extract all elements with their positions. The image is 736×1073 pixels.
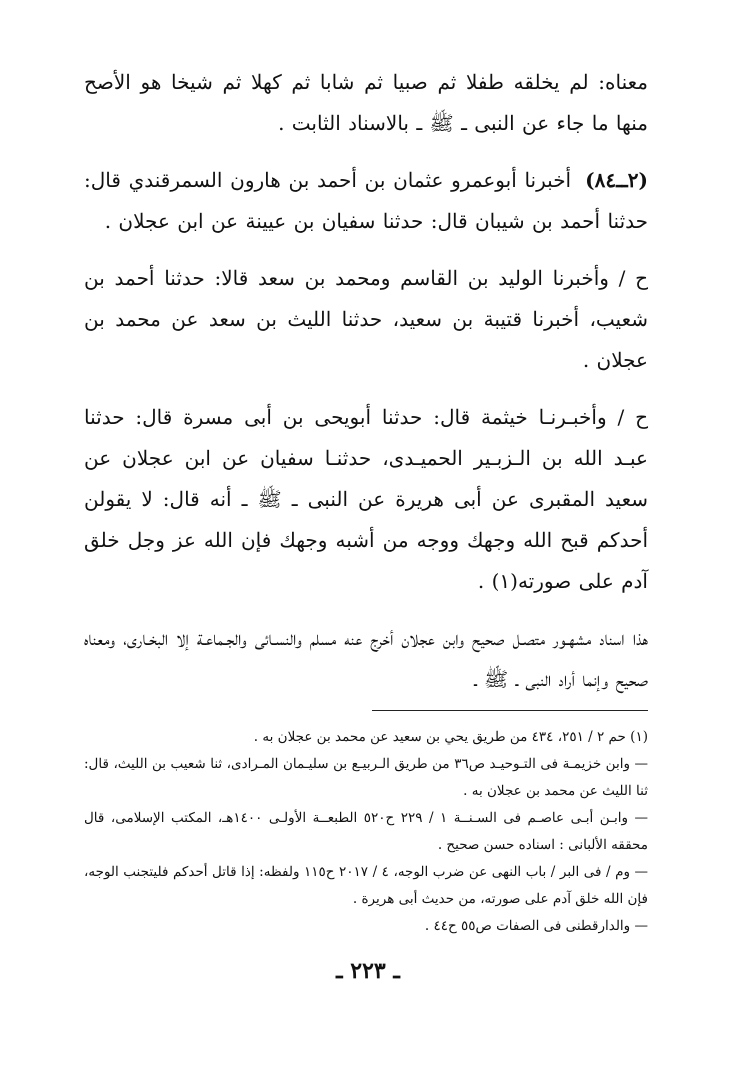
- footnote-line: (١) حم ٢ / ٢٥١، ٤٣٤ من طريق يحي بن سعيد عن محمد بن عجلان به .: [253, 729, 648, 745]
- paragraph-text: ح / وأخبرنا الوليد بن القاسم ومحمد بن سعد قالا: حدثنا أحمد بن شعيب، أخبرنا قتيبة بن سعيد، حدثنا الليث بن سعد عن محمد بن عجلان .: [84, 266, 648, 372]
- main-text: [84, 62, 648, 716]
- footnote-line: — وابـن أبـى عاصـم فى السـنــة ١ / ٢٢٩ ح٥٢٠ الطبعــة الأولـى ١٤٠٠هـ، المكتب الإسلامى، قال محققه الألبانى : اسناده حسن صحيح .: [84, 810, 648, 853]
- page-number: ـ ٢٢٣ ـ: [336, 958, 400, 984]
- footnote-line: — وابن خزيمـة فى التـوحيـد ص٣٦ من طريق الـربيـع بن سليـمان المـرادى، ثنا شعيب بن الليث، قال: ثنا الليث عن محمد بن عجلان به .: [84, 756, 649, 799]
- footnote-line: — وم / فى البر / باب النهى عن ضرب الوجه، ٤ / ٢٠١٧ ح١١٥ ولفظه: إذا قاتل أحدكم فليتجنب الوجه، فإن الله خلق آدم على صورته، من حديث أبى هريرة .: [84, 864, 649, 907]
- paragraph-isnad-comment: [84, 618, 648, 700]
- paragraph-text: ح / وأخبـرنـا خيثمة قال: حدثنا أبويحى بن أبى مسرة قال: حدثنا عبـد الله بن الـزبـير الحميـدى، حدثنـا سفيان عن ابن عجلان عن سعيد المقبرى عن أبى هريرة عن النبى ـ ﷺ ـ أنه قال: لا يقولن أحدكم قبح الله وجهك ووجه من أشبه وجهك فإن الله عز وجل خلق آدم على صورته(١) .: [84, 405, 648, 593]
- paragraph-text: معناه: لم يخلقه طفلا ثم صبيا ثم شابا ثم كهلا ثم شيخا هو الأصح منها ما جاء عن النبى ـ ﷺ ـ بالاسناد الثابت .: [84, 70, 648, 135]
- footnotes: [84, 724, 648, 940]
- footnote-divider: [372, 710, 648, 711]
- footnote-line: — والدارقطنى فى الصفات ص٥٥ ح٤٤ .: [424, 918, 648, 934]
- paragraph-hadith-84: [84, 160, 648, 242]
- paragraph-text: أخبرنا أبوعمرو عثمان بن أحمد بن هارون السمرقندي قال: حدثنا أحمد بن شيبان قال: حدثنا سفيان بن عيينة عن ابن عجلان .: [84, 168, 648, 233]
- hadith-number: (٢ــ٨٤): [585, 168, 648, 192]
- paragraph-chain-2: [84, 258, 648, 381]
- paragraph-meaning: [84, 62, 648, 144]
- paragraph-text: هذا اسناد مشهـور متصـل صحيح وابن عجلان أخرج عنه مسلم والنسـائى والجـماعـة إلا البخـارى، ومعناه صحيح وإنما أراد النبى ـ ﷺ ـ: [84, 626, 648, 691]
- paragraph-chain-3: [84, 397, 648, 602]
